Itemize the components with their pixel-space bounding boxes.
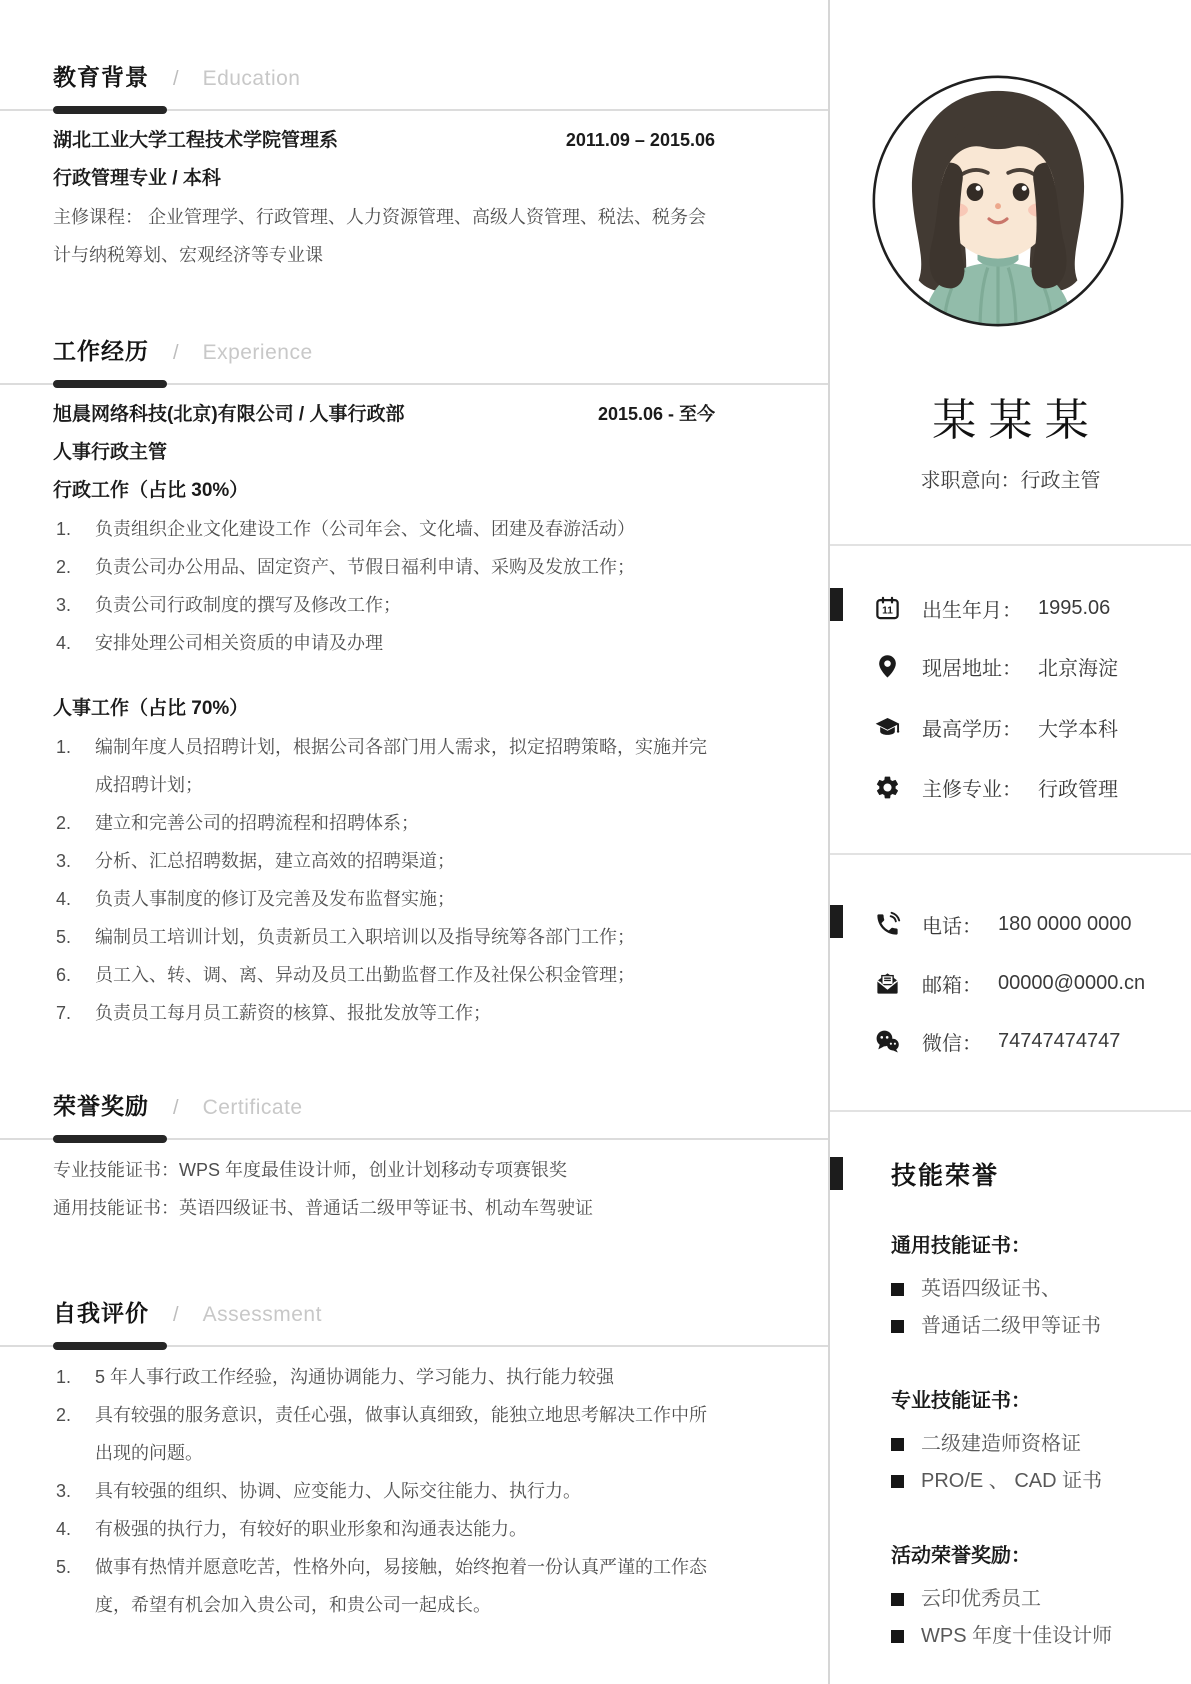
position-title: 人事行政主管: [53, 442, 168, 463]
square-bullet-icon: [891, 1438, 904, 1451]
section-rule: [0, 1342, 828, 1350]
skills-section-body: [891, 1233, 1187, 1684]
contact-row-email: [874, 963, 1185, 1003]
skill-item-text: 二级建造师资格证: [921, 1433, 1081, 1455]
square-bullet-icon: [891, 1320, 904, 1333]
list-item: 做事有热情并愿意吃苦，性格外向，易接触，始终抱着一份认真严谨的工作态度，希望有机会加入贵公司，和贵公司一起成长。: [95, 1557, 707, 1615]
list-item: [891, 1271, 1187, 1308]
list-item: [891, 1581, 1187, 1618]
list-item: 负责组织企业文化建设工作（公司年会、文化墙、团建及春游活动）: [95, 519, 635, 539]
skills-group-title: 通用技能证书：: [891, 1235, 1031, 1257]
sidebar-separator: [830, 1110, 1191, 1112]
skill-item-text: 普通话二级甲等证书: [921, 1315, 1101, 1337]
list-item: 分析、汇总招聘数据，建立高效的招聘渠道；: [95, 851, 455, 871]
section-header: [53, 60, 828, 94]
gear-icon: [874, 774, 901, 801]
skill-item-text: WPS 年度十佳设计师: [921, 1625, 1113, 1647]
square-bullet-icon: [891, 1593, 904, 1606]
skill-item-text: PRO/E 、 CAD 证书: [921, 1470, 1103, 1492]
list-item: 负责公司办公用品、固定资产、节假日福利申请、采购及发放工作；: [95, 557, 635, 577]
section-rule: [0, 1135, 828, 1143]
section-title-cn: 荣誉奖励: [53, 1093, 149, 1119]
section-rule: [0, 106, 828, 114]
section-title-en: Education: [202, 67, 301, 90]
list-item: 编制员工培训计划，负责新员工入职培训以及指导统筹各部门工作；: [95, 927, 635, 947]
info-value: 北京海淀: [1038, 657, 1118, 680]
list-item: 有极强的执行力，有较好的职业形象和沟通表达能力。: [95, 1519, 527, 1539]
experience-date: 2015.06 - 至今: [597, 404, 715, 424]
info-label: 出生年月：: [922, 599, 1022, 622]
info-value: 行政管理: [1038, 778, 1118, 801]
candidate-name: 某 某 某: [932, 396, 1089, 445]
section-assessment: [0, 1296, 828, 1624]
avatar-illustration: [870, 73, 1126, 329]
info-value: 大学本科: [1038, 718, 1118, 741]
list-item: [891, 1308, 1187, 1345]
contact-row-wechat: [874, 1021, 1185, 1061]
contact-value: 74747474747: [998, 1029, 1121, 1052]
list-item: 员工入、转、调、离、异动及员工出勤监督工作及社保公积金管理；: [95, 965, 635, 985]
section-slash: /: [173, 68, 179, 90]
square-bullet-icon: [891, 1283, 904, 1296]
company-line: 旭晨网络科技(北京)有限公司 / 人事行政部: [53, 404, 405, 425]
calendar-icon: [874, 595, 901, 622]
section-slash: /: [173, 1097, 179, 1119]
info-row-birth: [874, 588, 1185, 628]
section-title-en: Assessment: [202, 1303, 322, 1326]
contact-label: 电话：: [922, 915, 982, 938]
contact-row-phone: [874, 904, 1185, 944]
contact-label: 微信：: [922, 1032, 982, 1055]
skills-group-title: 活动荣誉奖励：: [891, 1545, 1031, 1567]
list-item: 负责公司行政制度的撰写及修改工作；: [95, 595, 401, 615]
assessment-list: [53, 1358, 715, 1624]
contact-label: 邮箱：: [922, 974, 982, 997]
skills-group-title: 专业技能证书：: [891, 1390, 1031, 1412]
section-title-cn: 自我评价: [53, 1300, 149, 1326]
skills-group-general: [891, 1233, 1187, 1345]
info-label: 主修专业：: [922, 778, 1022, 801]
list-item: [891, 1618, 1187, 1655]
duty-group2-title: 人事工作（占比 70%）: [53, 698, 249, 719]
wechat-icon: [874, 1028, 901, 1055]
info-value: 1995.06: [1038, 596, 1111, 619]
section-title-en: Experience: [202, 341, 313, 364]
skills-group-activity: [891, 1543, 1187, 1655]
location-icon: [874, 653, 901, 680]
section-header: [53, 1089, 828, 1123]
job-intention: 求职意向：行政主管: [920, 470, 1101, 492]
block-marker: [830, 588, 843, 621]
mail-icon: [874, 970, 901, 997]
list-item: 安排处理公司相关资质的申请及办理: [95, 633, 383, 653]
avatar: [870, 73, 1126, 329]
block-marker: [830, 905, 843, 938]
section-header: [53, 1296, 828, 1330]
list-item: 具有较强的组织、协调、应变能力、人际交往能力、执行力。: [95, 1481, 581, 1501]
graduation-cap-icon: [874, 714, 901, 741]
courses-text: 主修课程： 企业管理学、行政管理、人力资源管理、高级人资管理、税法、税务会计与纳税筹划、宏观经济等专业课: [53, 207, 706, 265]
skills-group-professional: [891, 1388, 1187, 1500]
skill-item-text: 英语四级证书、: [921, 1278, 1061, 1300]
sidebar-separator: [830, 853, 1191, 855]
section-slash: /: [173, 1304, 179, 1326]
list-item: [891, 1463, 1187, 1500]
education-date: 2011.09 – 2015.06: [565, 130, 715, 150]
info-row-address: [874, 646, 1185, 686]
svg-text:11: 11: [882, 604, 893, 616]
duty-group1-title: 行政工作（占比 30%）: [53, 480, 249, 501]
info-label: 现居地址：: [922, 657, 1022, 680]
section-certificate: [0, 1089, 828, 1227]
list-item: 建立和完善公司的招聘流程和招聘体系；: [95, 813, 419, 833]
duty-group1-list: [53, 510, 715, 662]
block-marker: [830, 1157, 843, 1190]
list-item: [891, 1426, 1187, 1463]
list-item: 5 年人事行政工作经验，沟通协调能力、学习能力、执行能力较强: [95, 1367, 615, 1387]
section-header: [53, 334, 828, 368]
square-bullet-icon: [891, 1630, 904, 1643]
section-title-en: Certificate: [202, 1096, 303, 1119]
contact-value: 00000@0000.cn: [998, 971, 1146, 994]
phone-icon: [874, 911, 901, 938]
info-row-major: [874, 767, 1185, 807]
section-rule: [0, 380, 828, 388]
list-item: 负责员工每月员工薪资的核算、报批发放等工作；: [95, 1003, 491, 1023]
section-education: [0, 60, 828, 274]
contact-value: 180 0000 0000: [998, 912, 1132, 935]
skill-item-text: 云印优秀员工: [921, 1588, 1041, 1610]
list-item: 编制年度人员招聘计划，根据公司各部门用人需求，拟定招聘策略，实施并完成招聘计划；: [95, 737, 707, 795]
skills-section-title: 技能荣誉: [891, 1162, 1000, 1190]
list-item: 具有较强的服务意识，责任心强，做事认真细致，能独立地思考解决工作中所出现的问题。: [95, 1405, 707, 1463]
info-label: 最高学历：: [922, 718, 1022, 741]
section-slash: /: [173, 342, 179, 364]
school-name: 湖北工业大学工程技术学院管理系: [53, 130, 339, 151]
info-row-education: [874, 707, 1185, 747]
sidebar-separator: [830, 544, 1191, 546]
section-title-cn: 工作经历: [53, 338, 149, 364]
section-title-cn: 教育背景: [53, 64, 149, 90]
list-item: 负责人事制度的修订及完善及发布监督实施；: [95, 889, 455, 909]
certificate-line: 通用技能证书：英语四级证书、普通话二级甲等证书、机动车驾驶证: [53, 1198, 593, 1218]
square-bullet-icon: [891, 1475, 904, 1488]
sidebar: [830, 0, 1191, 1684]
certificate-line: 专业技能证书：WPS 年度最佳设计师，创业计划移动专项赛银奖: [53, 1160, 567, 1180]
duty-group2-list: [53, 728, 715, 1032]
major-degree: 行政管理专业 / 本科: [53, 168, 221, 189]
section-experience: [0, 334, 828, 1032]
